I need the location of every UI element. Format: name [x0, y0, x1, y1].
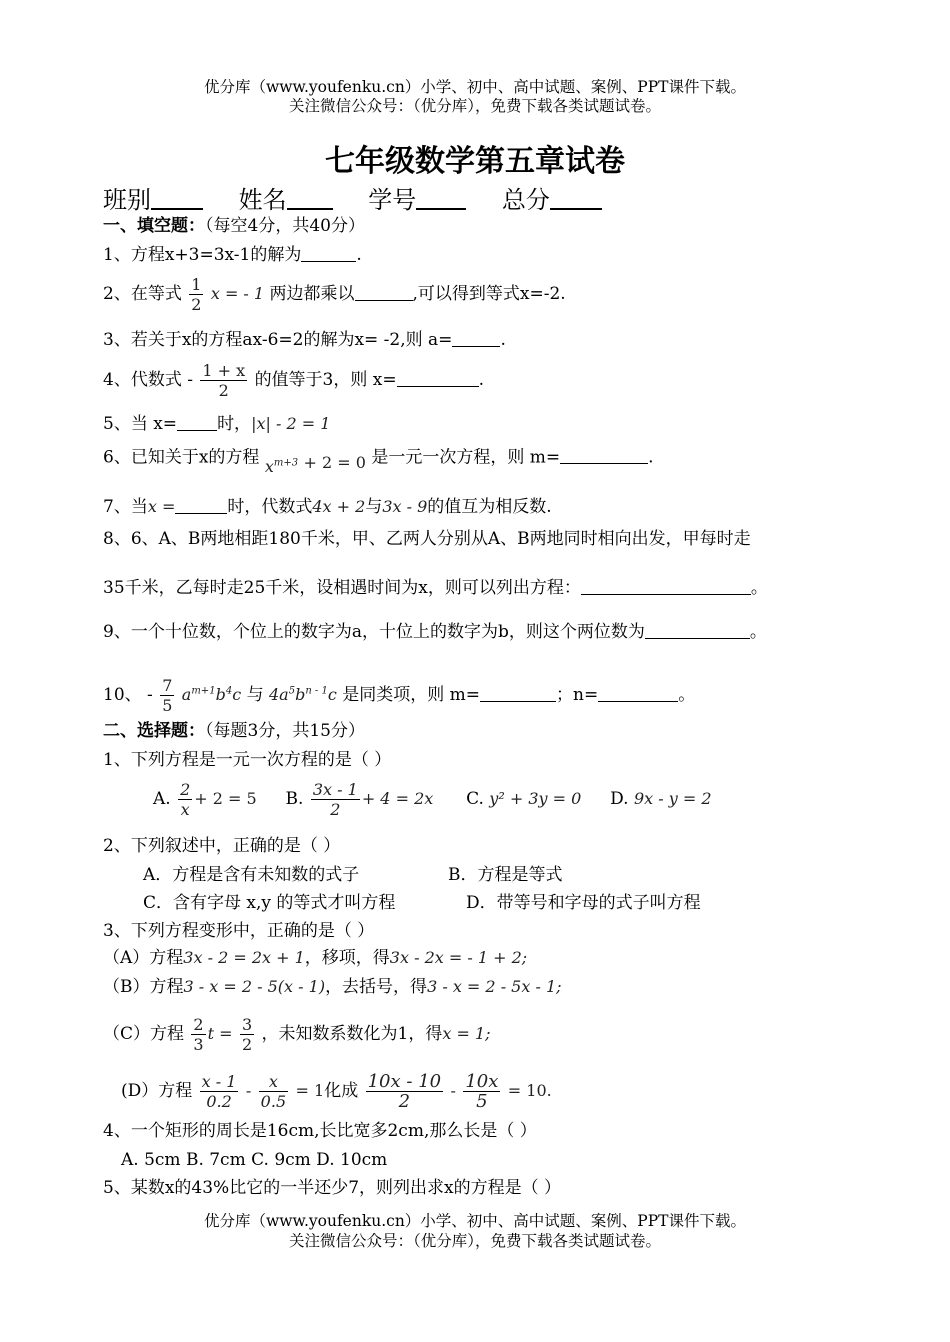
page-title: 七年级数学第五章试卷 — [325, 144, 625, 179]
choice-3-stem: 3、下列方程变形中，正确的是（ ） — [103, 921, 375, 941]
question-8-line-2: 35千米，乙每时走25千米，设相遇时间为x，则可以列出方程： 。 — [103, 578, 768, 598]
answer-blank[interactable] — [645, 620, 750, 639]
choice-4-options: A. 5cm B. 7cm C. 9cm D. 10cm — [121, 1150, 388, 1170]
section1-heading: 一、填空题：（每空4分，共40分） — [103, 216, 365, 236]
answer-blank[interactable] — [177, 412, 217, 431]
footer-line-1: 优分库（www.youfenku.cn）小学、初中、高中试题、案例、PPT课件下载。 — [203, 1212, 747, 1230]
question-1: 1、方程x+3=3x-1的解为 . — [103, 245, 362, 265]
question-7: 7、当x = 时，代数式4x + 2与3x - 9的值互为相反数. — [103, 497, 552, 517]
fraction: $\frac{2}{x}$ — [180, 780, 191, 819]
class-label: 班别 — [103, 186, 151, 214]
choice-2-option-d: D．带等号和字母的式子叫方程 — [466, 893, 701, 913]
choice-3-option-c: （C）方程 $\frac{2}{3}$ t = $\frac{3}{2}$ ，未知数系数化为1，得x = 1; — [103, 1015, 491, 1054]
question-8-line-1: 8、6、A、B两地相距180千米，甲、乙两人分别从A、B两地同时相向出发，甲每时走 — [103, 529, 751, 549]
student-info-line — [103, 180, 630, 215]
fraction: $\frac{1}{2}$ — [191, 275, 202, 314]
choice-3-option-b: （B）方程3 - x = 2 - 5(x - 1)，去括号，得3 - x = 2 - 5x - 1; — [103, 977, 562, 997]
answer-blank[interactable] — [175, 495, 227, 514]
choice-2-stem: 2、下列叙述中，正确的是（ ） — [103, 836, 341, 856]
choice-3-option-a: （A）方程3x - 2 = 2x + 1，移项，得3x - 2x = - 1 + 2; — [103, 948, 528, 968]
fraction: $\frac{3}{2}$ — [241, 1015, 253, 1054]
header-line-1: 优分库（www.youfenku.cn）小学、初中、高中试题、案例、PPT课件下载。 — [203, 78, 747, 96]
fraction: $\frac{3x - 1}{2}$ — [312, 780, 358, 819]
answer-blank[interactable] — [598, 683, 678, 702]
header-line-2: 关注微信公众号：（优分库），免费下载各类试题试卷。 — [288, 97, 661, 115]
answer-blank[interactable] — [301, 243, 356, 262]
number-label: 学号 — [368, 186, 417, 214]
answer-blank[interactable] — [480, 683, 556, 702]
section2-heading: 二、选择题：（每题3分，共15分） — [103, 721, 365, 741]
fraction: $\frac{x}{0.5}$ — [260, 1072, 287, 1111]
total-label: 总分 — [501, 186, 550, 214]
name-blank[interactable] — [287, 186, 333, 210]
answer-blank[interactable] — [452, 328, 500, 347]
choice-2-option-a: A．方程是含有未知数的式子 — [143, 865, 360, 885]
class-blank[interactable] — [151, 186, 203, 210]
footer-line-2: 关注微信公众号：（优分库），免费下载各类试题试卷。 — [288, 1232, 661, 1250]
choice-2-option-b: B．方程是等式 — [448, 865, 563, 885]
choice-5-stem: 5、某数x的43%比它的一半还少7，则列出求x的方程是（ ） — [103, 1178, 561, 1198]
fraction: $\frac{7}{5}$ — [162, 676, 173, 715]
fraction: $\frac{10x}{5}$ — [465, 1071, 499, 1112]
fraction: $\frac{2}{3}$ — [193, 1015, 204, 1054]
question-2: 2、在等式 $\frac{1}{2}$ x = - 1 两边都乘以 ,可以得到等式x=-2. — [103, 275, 566, 314]
choice-1-stem: 1、下列方程是一元一次方程的是（ ） — [103, 750, 392, 770]
question-3: 3、若关于x的方程ax-6=2的解为x= -2,则 a= . — [103, 330, 506, 350]
total-blank[interactable] — [550, 186, 602, 210]
number-blank[interactable] — [416, 186, 466, 210]
choice-4-stem: 4、一个矩形的周长是16cm,长比宽多2cm,那么长是（ ） — [103, 1121, 537, 1141]
answer-blank[interactable] — [560, 445, 648, 464]
name-label: 姓名 — [238, 186, 287, 214]
choice-1-options: A. $\frac{2}{x}$ + 2 = 5 B. $\frac{3x - 1}{2}$ + 4 = 2x C. y² + 3y = 0 D. 9x - y = 2 — [153, 780, 712, 819]
choice-2-option-c: C．含有字母 x,y 的等式才叫方程 — [143, 893, 396, 913]
question-5: 5、当 x= 时，|x| - 2 = 1 — [103, 414, 331, 434]
fraction: $\frac{1 + x}{2}$ — [202, 361, 246, 400]
answer-blank[interactable] — [581, 576, 751, 595]
question-4: 4、代数式 - $\frac{1 + x}{2}$ 的值等于3，则 x= . — [103, 361, 485, 400]
question-10: 10、 - $\frac{7}{5}$ $a^{m+1}b^4c$ 与 $4a^5b^{n - 1}c$ 是同类项，则 m= ；n= 。 — [103, 676, 696, 715]
question-6: 6、已知关于x的方程 $x^{m+3} + 2 = 0$ 是一元一次方程，则 m= . — [103, 447, 654, 477]
fraction: $\frac{x - 1}{0.2}$ — [201, 1072, 237, 1111]
choice-3-option-d: (D）方程 $\frac{x - 1}{0.2}$ - $\frac{x}{0.5}$ = 1化成 $\frac{10x - 10}{2}$ - $\frac{10x}{5}$ = 10. — [121, 1071, 552, 1112]
question-9: 9、一个十位数，个位上的数字为a，十位上的数字为b，则这个两位数为 。 — [103, 622, 767, 642]
fraction: $\frac{10x - 10}{2}$ — [367, 1071, 442, 1112]
answer-blank[interactable] — [355, 282, 413, 301]
answer-blank[interactable] — [397, 368, 479, 387]
